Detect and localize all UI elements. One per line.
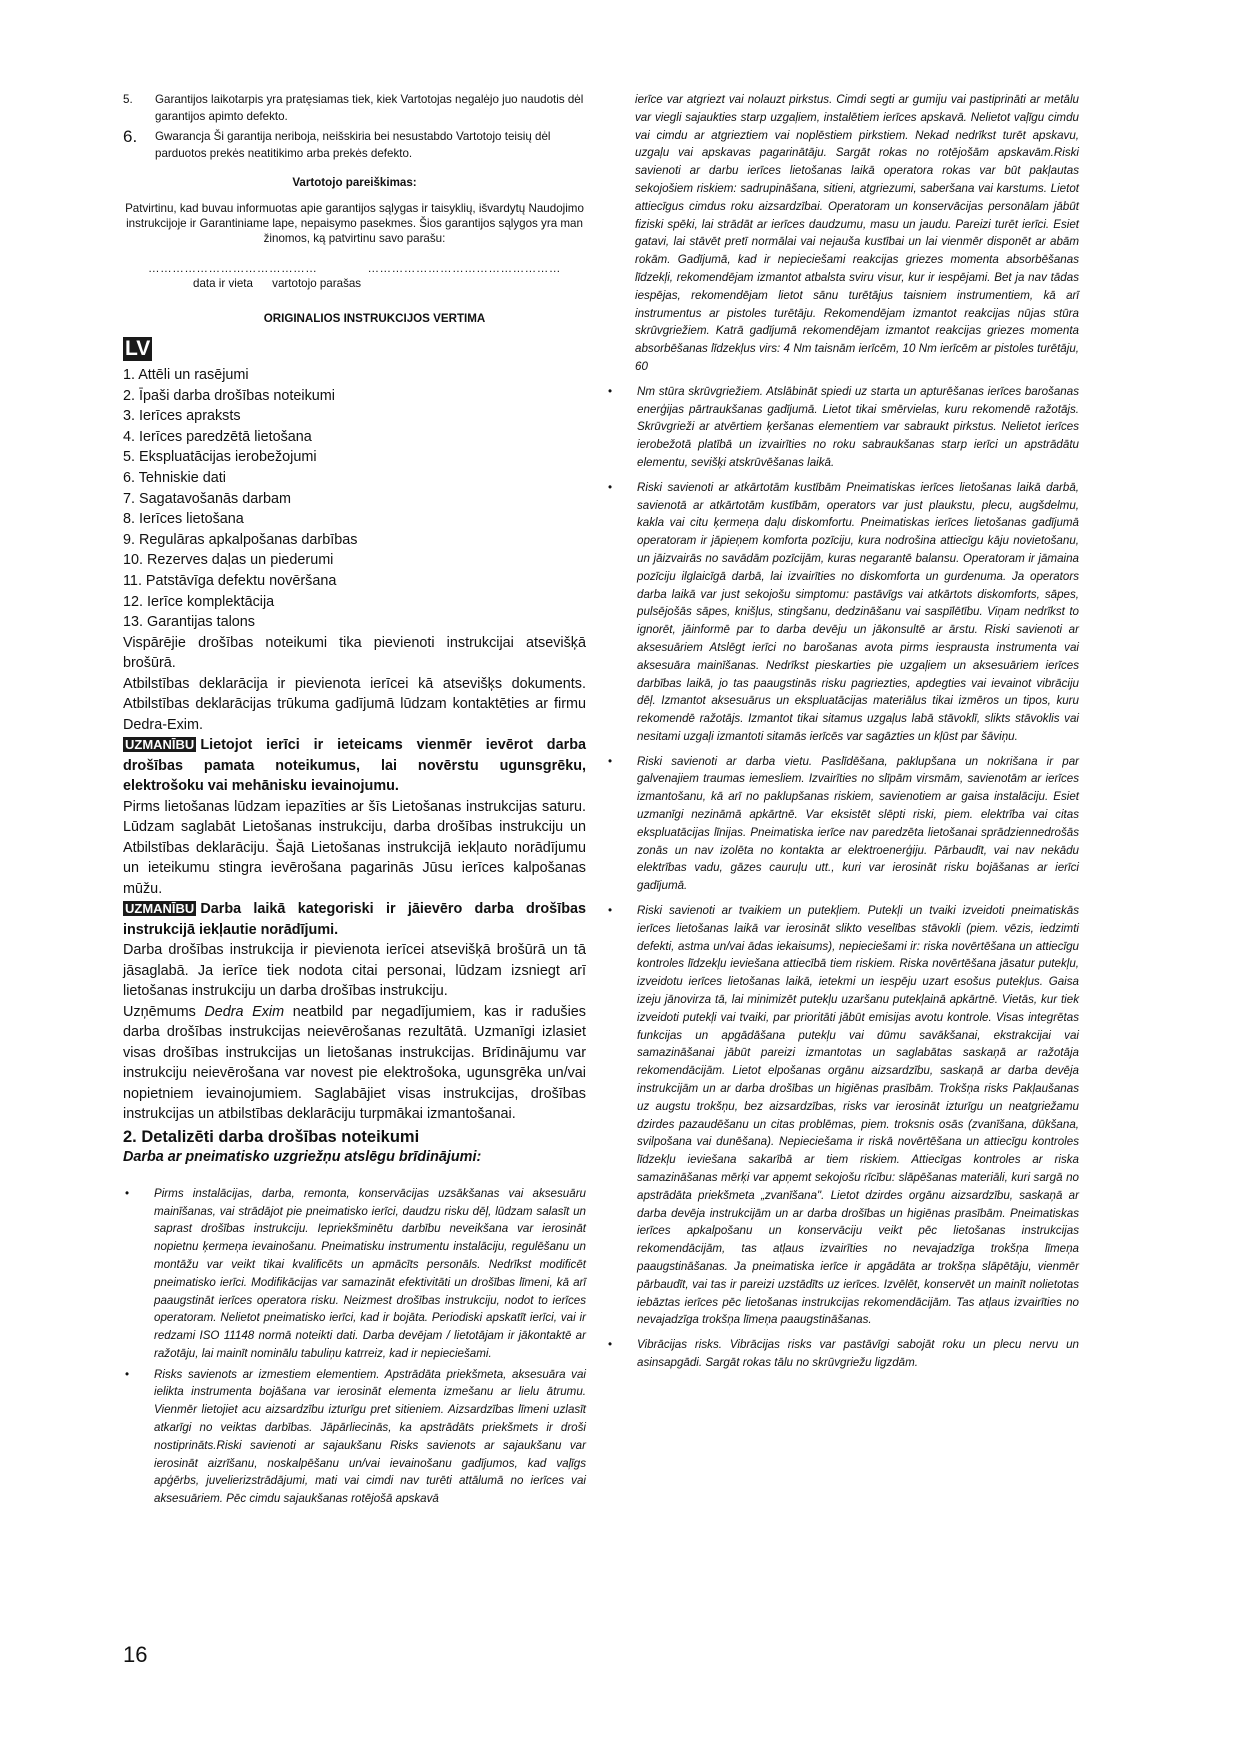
toc-item: 2. Īpaši darba drošības noteikumi — [123, 387, 335, 404]
paragraph-declaration: Atbilstības deklarācija ir pievienota ierīcei kā atsevišķs dokuments. Atbilstības deklarācijas trūkuma gadījumā lūdzam kontaktēties ar firmu Dedra-Exim. — [123, 675, 586, 733]
toc-item: 1. Attēli un rasējumi — [123, 367, 249, 383]
bullet-item — [123, 1366, 586, 1508]
paragraph-read-instructions: Pirms lietošanas lūdzam iepazīties ar šīs Lietošanas instrukcijas saturu. Lūdzam saglabāt Lietošanas instrukciju, darba drošības instrukciju un Atbilstības deklarāciju. Šajā Lietošanas instrukcijā iekļauto norādījumu un ieteikumu stingra ievērošana pagarinās Jūsu ierīces kalpošanas mūžu. — [123, 798, 586, 897]
bullet-text: Risks savienots ar izmestiem elementiem. Apstrādāta priekšmeta, aksesuāra vai ielikta instrumenta bojāšana var ierosināt elementa izmešanu ar lielu ātrumu. Vienmēr lietojiet acu aizsardzību izturīgu pret sitieniem. Aizsardzības līmeni uzlasīt atkarīgi no veiktas darbības. Jāpārliecinās, ka apstrādāts priekšmets ir droši nostiprināts.Riski savienoti ar sajaukšanu Risks savienots ar sajaukšanu var ierosināt aizrīšanu, noskalpēšanu un/vai ievainošanu gadījumos, kad vaļīgs apģērbs, juvelierizstrādājumi, mati vai cimdi nav turēti attālumā no ierīces vai aksesuāriem. Pēc cimdu sajaukšanas rotējošā apskavā — [154, 1367, 586, 1506]
warning-tag: UZMANĪBU — [125, 901, 195, 917]
bullet-item — [606, 753, 1079, 895]
toc-item: 12. Ierīce komplektācija — [123, 593, 275, 610]
bullet-glyph: • — [608, 480, 613, 494]
signature-date-label: data ir vieta — [193, 277, 253, 290]
bullet-glyph: • — [608, 1338, 613, 1352]
warning-text: Lietojot ierīci ir ieteicams vienmēr ievērot darba drošības pamata noteikumus, lai novērstu ugunsgrēku, elektrošoku vai mehānisku ievainojumu. — [123, 737, 586, 795]
table-of-contents — [123, 365, 586, 633]
bullet-item — [606, 383, 1079, 472]
language-badge: LV — [125, 337, 151, 360]
bullet-glyph: • — [125, 1367, 130, 1381]
toc-item: 6. Tehniskie dati — [123, 469, 226, 486]
warning-block-1 — [123, 735, 586, 797]
bullet-text: Pirms instalācijas, darba, remonta, konservācijas uzsākšanas vai aksesuāru mainīšanas, vai strādājot pie pneimatisko ierīci, daudzu risku dēļ, lūdzam salasīt un saprast drošības instrukciju. Iepriekšminētu darbību neveikšana var ierosināt nopietnu ķermeņa ievainošanu. Pneimatisku instrumentu instalāciju, regulēšanu un montāžu var veikt tikai kvalificēts un apmācīts personāls. Nedrīkst modificēt pneimatisko ierīci. Modifikācijas var samazināt efektivitāti un drošības līmeni, kā arī paaugstināt ierīces operatora risku. Neizmest drošības instrukciju, nodot to ierīces operatoram. Nelietot pneimatisko ierīci, kad ir bojāta. Periodiski apskatīt ierīci, vai ir redzami ISO 11148 normā noteikti dati. Darba devējam / lietotājam ir jākontaktē ar ražotāju, lai mainīt nominālu tabuliņu katrreiz, kad ir nepieciešami. — [154, 1186, 586, 1360]
lt-item-6 — [123, 128, 586, 162]
bullet-glyph: • — [608, 754, 613, 768]
toc-item: 11. Patstāvīga defektu novēršana — [123, 572, 337, 589]
lt-item-5 — [123, 91, 586, 125]
bullet-text: Riski savienoti ar tvaikiem un putekļiem. Putekļi un tvaiki izveidoti pneimatiskās ierīces lietošanas laikā var ierosināt slikto veselības stāvokli (piem. vēzis, iedzimti defekti, astma un/vai ādas iekaisums), nepieciešami ir: riska novērtēšana un attiecīgu kontroles līdzekļu ieviešana attiecībā tiem riskiem. Riska novērtēšana jāsatur putekļu, izveidotu ierīces lietošanas laikā, ietekmi un iespēju uzart esošus putekļus. Gaisa izeju jānovirza tā, lai minimizēt putekļu uzaršanu putekļainā apkārtnē. Vietās, kur tiek izveidoti putekļi vai tvaiki, par prioritāti jābūt emisijas avotu kontrole. Visas integrētas funkcijas un apgādāšana putekļu vai dūmu savākšanai, ekstrakcijai vai samazināšanai jābūt pareizi izmantotas un saglabātas saskaņā ar ražotāja rekomendācijām. Lietot elpošanas orgānu aizsardzību, saskaņā ar darba devēja instrukcijām un ar darba drošības un higiēnas prasībām. Trokšņa risks Pakļaušanas uz augstu trokšņu, bez aizsardzības, risks var ierosināt izturīgu un neatgriežamu dzirdes pazaudēšanu un citas problēmas, piem. troksnis osās (zvanīšana, dūkšana, svilpošana vai dunēšana). Nepieciešama ir riskā novērtēšana un attiecīgu kontroles līdzekļu ieviešana sakarībā ar tiem riskiem. Attiecīgas kontroles ar riska samazināšanas mērķi var apņemt sekojošu rīcību: slāpēšanas materiāli, kuri sargā no apstrādāta priekšmeta „zvanīšana". Lietot dzirdes orgānu aizsardzību, saskaņā ar darba devēja instrukcijām un ar darba drošības un higiēnas prasībām. Pneimatiskas ierīces apkalpošanu un konservāciju veikt pēc lietošanas instrukcijas rekomendācijām, tas atļaus izvairīties no nevajadzīga trokšņa līmeņa paaugstināšanas. Ja pneimatiska ierīce ir apgādāta ar trokšņa slāpētāju, vienmēr pārbaudīt, vai tas ir pareizi uzstādīts uz ierīces. Izvēlēt, konservēt un mainīt nolietotas iebāztas ierīces pēc lietošanas instrukcijas rekomendācijām. Tas atļaus izvairīties no nevajadzīga trokšņa līmeņa paaugstināšanas. — [637, 904, 1079, 1327]
bullet-item — [606, 902, 1079, 1329]
bullet-glyph: • — [608, 904, 613, 918]
page-number: 16 — [123, 1642, 148, 1667]
lt-item-number: 5. — [123, 93, 133, 106]
warning-text: Darba laikā kategoriski ir jāievēro darba drošības instrukcijā iekļautie norādījumi. — [123, 901, 586, 938]
bullet-text: Riski savienoti ar darba vietu. Paslīdēšana, paklupšana un nokrišana ir par galvenajiem traumas iemesliem. Izvairīties no slīpām virsmām, savienotām ar ierīces izmantošanu, kā arī no paklupšanas riskiem, savienotiem ar gaisa instalāciju. Esiet uzmanīgi nezināmā apkārtnē. Var eksistēt slēpti riski, piem. elektrība vai citas ekspluatācijas līnijas. Pneimatiska ierīce nav paredzēta lietošanai sprādziennedrošās zonās un nav izolēta no kontakta ar elektroenerģiju. Pārbaudīt, vai nav nekādu elektrības vadu, gāzes cauruļu utt., kuri var ierosināt risku bojāšanas ar ierīci gadījumā. — [637, 754, 1079, 893]
liability-prefix: Uzņēmums — [123, 1003, 205, 1020]
lt-item-number: 6. — [123, 127, 138, 146]
warning-block-2 — [123, 899, 586, 940]
signature-dots-right: ………………………………………… — [367, 262, 561, 275]
company-name: Dedra Exim — [204, 1003, 285, 1020]
signature-lines — [123, 262, 586, 275]
signature-name-label: vartotojo parašas — [272, 277, 362, 290]
subsection-heading: Darba ar pneimatisko uzgriežņu atslēgu brīdinājumi: — [123, 1148, 482, 1165]
toc-item: 4. Ierīces paredzētā lietošana — [123, 428, 312, 445]
original-instructions-title: ORIGINALIOS INSTRUKCIJOS VERTIMA — [263, 312, 486, 325]
bullet-text: Nm stūra skrūvgriežiem. Atslābināt spiedi uz starta un apturēšanas ierīces barošanas enerģijas pārtraukšanas gadījumā. Lietot tikai smērvielas, kuru rekomendē ražotājs. Skrūvgrieži ar atvērtiem ķeršanas elementiem var sabraukt pirkstus. Nelietot ierīces ierobežotā platībā un izvairīties no roku sabraukšanas starp ierīci un apstrādātu elementu, sevišķi atskrūvēšanas laikā. — [637, 384, 1079, 469]
liability-text: neatbild par negadījumiem, kas ir radušies darba drošības instrukcijas neievērošanas rezultātā. Uzmanīgi izlasiet visas drošības instrukcijas un lietošanas instrukcijas. Brīdinājumu var instrukciju neievērošana var novest pie elektrošoka, ugunsgrēka un/vai nopietniem ievainojumiem. Saglabājiet visas instrukcijas, drošības instrukcijas un atbilstības deklarāciju turpmākai izmantošanai. — [123, 1003, 586, 1123]
declaration-title: Vartotojo pareiškimas: — [292, 176, 417, 189]
toc-item: 7. Sagatavošanās darbam — [123, 490, 292, 507]
section-heading: 2. Detalizēti darba drošības noteikumi — [123, 1127, 420, 1146]
toc-item: 8. Ierīces lietošana — [123, 511, 244, 528]
lt-item-text: Gwarancja Ši garantija neriboja, neišskiria bei nesustabdo Vartotojo teisių dėl parduotos prekės neatitikimo arba prekės defekto. — [155, 130, 551, 160]
bullet-text: Riski savienoti ar atkārtotām kustībām Pneimatiskas ierīces lietošanas laikā darbā, savienotā ar atkārtotām kustībām, operators var just plaukstu, plecu, augšdelmu, kakla vai citu ķermeņa daļu diskomfortu. Pneimatiskas ierīces lietošanas gadījumā operatoram ir jāpieņem komforta pozīciju, kura nodrošina attiecīgu kāju novietošanu, un jāizvairās no savādām pozīcijām, kuras negarantē balansu. Operatoram ir jāmaina pozīciju ilglaicīgā darbā, lai izvairīties no diskomforta un gurdenuma. Ja operators darba laikā var just sekojošu simptomu: pastāvīgs vai atkārtots diskomforts, sāpes, pulsējošās sāpes, knišļus, stingšanu, dedzināšanu vai saspīlētību. Viņam nedrīkst to ignorēt, jāinformē par to darba devēju un jākonsultē ar ārstu. Riski savienoti ar aksesuāriem Atslēgt ierīci no barošanas avota pirms iesprausta instrumenta vai aksesuāra mainīšanas. Nedrīkst pieskarties pie uzgaļiem un aksesuāriem ierīces darbības laikā, jo tas paaugstinās risku pagriezties, apdegties vai ievainot vibrāciju dēļ. Izmantot aksesuārus un ekspluatācijas materiālus tikai izmēros un tipos, kuru rekomendē ražotājs. Izmantot tikai sitamus uzgaļus labā stāvoklī, slikts stāvoklis vai nesitami uzgaļi izmantoti sitamās ierīcēs var sagāzties un kļūst par šāviņu. — [637, 480, 1079, 743]
bullet-item — [606, 1336, 1079, 1372]
bullet-item — [123, 1185, 586, 1363]
toc-item: 10. Rezerves daļas un piederumi — [123, 552, 334, 569]
bullet-item — [606, 479, 1079, 746]
bullet-text: Vibrācijas risks. Vibrācijas risks var pastāvīgi sabojāt roku un plecu nervu un asinsapgādi. Sargāt rokas tālu no skrūvgriežu ligzdām. — [637, 1338, 1079, 1369]
toc-item: 9. Regulāras apkalpošanas darbības — [123, 531, 358, 548]
toc-item: 3. Ierīces apraksts — [123, 408, 241, 425]
left-column — [123, 91, 586, 1511]
declaration-text: Patvirtinu, kad buvau informuotas apie garantijos sąlygas ir taisyklių, išvardytų Naudojimo instrukcijoje ir Garantiniame lape, nepaisymo pasekmes. Šios garantijos sąlygos yra man žinomos, ką patvirtinu savo parašu: — [125, 202, 584, 245]
continued-paragraph: ierīce var atgriezt vai nolauzt pirkstus. Cimdi segti ar gumiju vai pastiprināti ar metālu var viegli sajaukties starp uzgaļiem, instalētiem ierīces apskavā. Nelietot vaļīgu cimdu vai cimdu ar atgrieztiem vai noplēstiem pirkstiem. Nekad nedrīkst turēt apskavu, uzgaļu vai apskavas pagarinātāju. Sargāt rokas no rotējošām apskavām.Riski savienoti ar darbu ierīces lietošanas laikā operatora rokas var būt pakļautas sekojošiem riskiem: sadrupināšana, sitieni, atgriezumi, saberšana vai karstums. Lietot attiecīgus cimdus roku aizsardzībai. Operatoram un konservācijas personālam jābūt fiziski spēki, lai strādāt ar ierīces daudzumu, masu un jaudu. Pareizi turēt ierīci. Esiet gatavi, lai stāvēt pretī normālai vai nejauša kustībai un lai vienmēr disponēt ar abām rokām. Gadījumā, kad ir nepieciešami reakcijas griezes momenta absorbēšanas līdzekļi, rekomendējam izmantot atbalsta sviru visur, kur ir iespējami. Bet ja nav tādas iespējas, rekomendējam lietot sānu turētājus taisniem instrumentiem, kā arī instrumentus ar pistoles turētāju. Rekomendējam izmantot reakcijas nūjas stūra skrūvgriežiem. Katrā gadījumā rekomendējam izmantot reakcijas griezes momenta absorbēšanas līdzekļus virs: 4 Nm taisnām ierīcēm, 10 Nm ierīcēm ar pistoles turētāju, 60 — [635, 93, 1079, 373]
signature-labels — [123, 277, 586, 290]
signature-dots-left: …………………………………… — [148, 262, 318, 275]
bullet-glyph: • — [608, 384, 613, 398]
bullet-glyph: • — [125, 1186, 130, 1200]
paragraph-safety-brochure: Darba drošības instrukcija ir pievienota ierīcei atsevišķā brošūrā un tā jāsaglabā. Ja ierīce tiek nodota citai personai, lūdzam izsniegt arī lietošanas instrukciju un darba drošības instrukciju. — [123, 942, 586, 1000]
paragraph-general-safety: Vispārējie drošības noteikumi tika pievienoti instrukcijai atsevišķā brošūrā. — [123, 634, 586, 672]
paragraph-liability — [123, 1002, 586, 1125]
toc-item: 13. Garantijas talons — [123, 614, 255, 631]
lt-item-text: Garantijos laikotarpis yra pratęsiamas tiek, kiek Vartotojas negalėjo juo naudotis dėl garantijos apimto defekto. — [155, 93, 584, 123]
toc-item: 5. Ekspluatācijas ierobežojumi — [123, 449, 317, 466]
right-column — [606, 91, 1079, 1379]
warning-tag: UZMANĪBU — [125, 737, 195, 753]
